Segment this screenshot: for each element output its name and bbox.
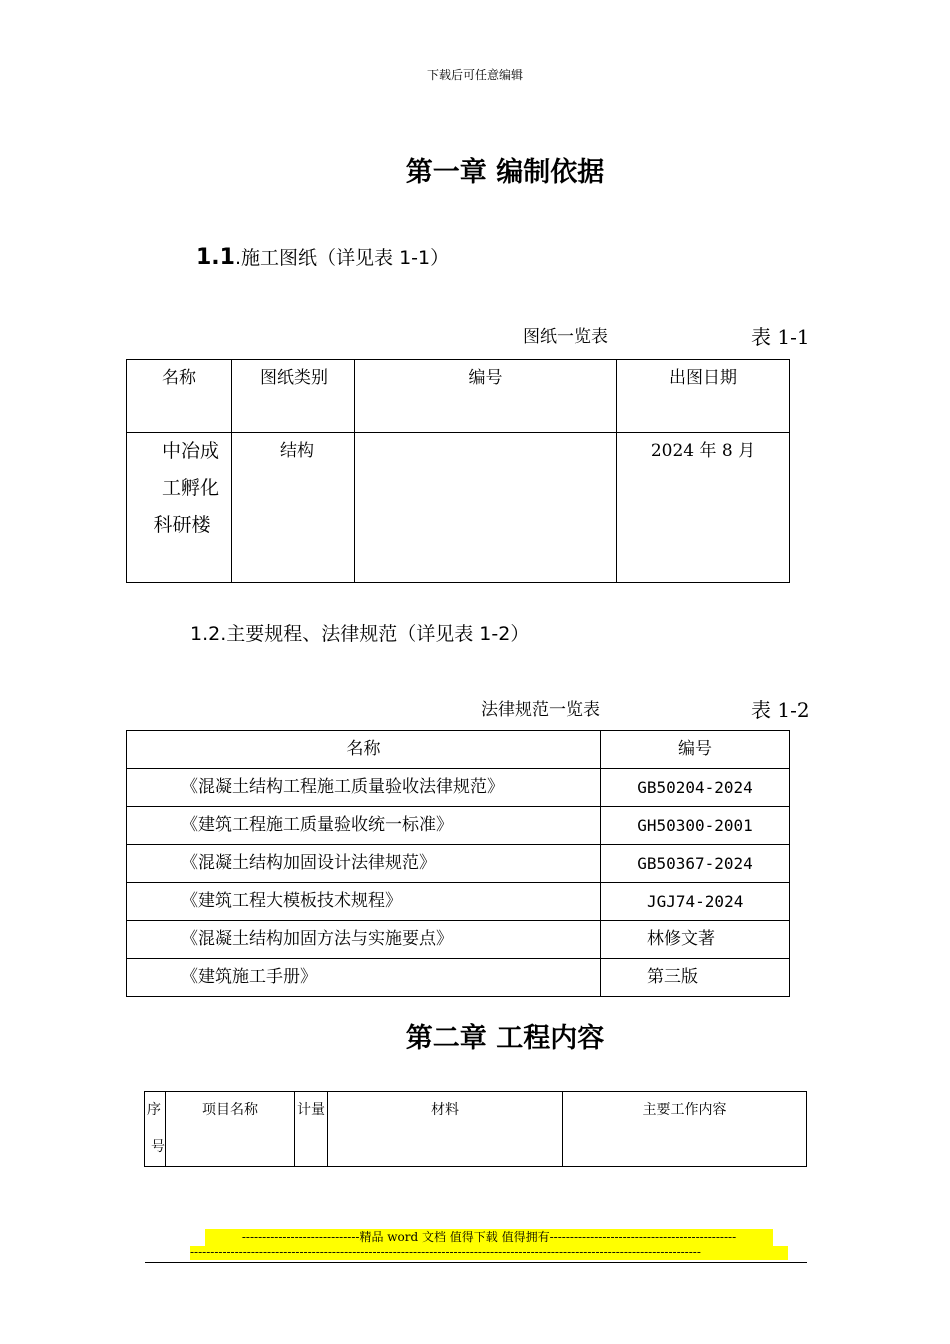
regulation-name: 《混凝土结构加固方法与实施要点》 bbox=[127, 921, 601, 959]
regulation-name: 《建筑施工手册》 bbox=[127, 959, 601, 997]
regulation-code: GB50204-2024 bbox=[601, 769, 790, 807]
table-1-number: 表 1-1 bbox=[751, 325, 810, 349]
footer-banner: -----------------------------精品 word 文档 值得下载 值得拥有---------------------------------------------- bbox=[205, 1229, 773, 1246]
table-header-row bbox=[145, 1092, 807, 1167]
table-row bbox=[127, 807, 790, 845]
section-1-1-number: 1.1 bbox=[196, 245, 235, 270]
table-1-caption: 图纸一览表 bbox=[523, 327, 608, 347]
table-row bbox=[127, 769, 790, 807]
cell-drawing-number bbox=[355, 433, 617, 583]
header-cell: 出图日期 bbox=[617, 360, 790, 433]
chapter-2-title: 第二章 工程内容 bbox=[405, 1023, 605, 1054]
footer-dashes: ------------------------------------------------------------------------------------------------------------------------------ bbox=[190, 1246, 788, 1260]
table-row bbox=[127, 433, 790, 583]
table-header-row bbox=[127, 731, 790, 769]
header-cell: 编号 bbox=[355, 360, 617, 433]
regulation-code: GB50367-2024 bbox=[601, 845, 790, 883]
regulation-name: 《建筑工程施工质量验收统一标准》 bbox=[127, 807, 601, 845]
table-2-number: 表 1-2 bbox=[751, 698, 810, 722]
table-header-row bbox=[127, 360, 790, 433]
header-note: 下载后可任意编辑 bbox=[426, 68, 523, 82]
table-2-caption: 法律规范一览表 bbox=[481, 700, 600, 720]
work-content-table bbox=[144, 1091, 807, 1167]
header-cell: 材料 bbox=[328, 1092, 563, 1167]
chapter-1-title: 第一章 编制依据 bbox=[405, 157, 605, 188]
cell-date: 2024 年 8 月 bbox=[617, 433, 790, 583]
table-row bbox=[127, 921, 790, 959]
header-cell: 图纸类别 bbox=[232, 360, 355, 433]
table-row bbox=[127, 959, 790, 997]
table-row bbox=[127, 845, 790, 883]
table-row bbox=[127, 883, 790, 921]
header-cell: 名称 bbox=[127, 731, 601, 769]
drawings-table bbox=[126, 359, 790, 583]
section-1-1-heading bbox=[196, 243, 449, 270]
regulation-code: 第三版 bbox=[601, 959, 790, 997]
header-cell-seq: 序号 bbox=[145, 1092, 166, 1167]
cell-project-name: 中冶成工孵化科研楼 bbox=[127, 433, 232, 583]
footer-rule bbox=[145, 1262, 807, 1263]
header-cell: 编号 bbox=[601, 731, 790, 769]
regulation-code: 林修文著 bbox=[601, 921, 790, 959]
regulation-name: 《建筑工程大模板技术规程》 bbox=[127, 883, 601, 921]
cell-category: 结构 bbox=[232, 433, 355, 583]
header-cell: 主要工作内容 bbox=[563, 1092, 807, 1167]
header-cell-qty: 计量 bbox=[295, 1092, 328, 1167]
regulation-code: JGJ74-2024 bbox=[601, 883, 790, 921]
header-cell: 名称 bbox=[127, 360, 232, 433]
regulation-name: 《混凝土结构加固设计法律规范》 bbox=[127, 845, 601, 883]
regulation-code: GH50300-2001 bbox=[601, 807, 790, 845]
section-1-2-heading: 1.2.主要规程、法律规范（详见表 1-2） bbox=[190, 623, 530, 645]
regulation-name: 《混凝土结构工程施工质量验收法律规范》 bbox=[127, 769, 601, 807]
header-cell: 项目名称 bbox=[166, 1092, 295, 1167]
regulations-table bbox=[126, 730, 790, 997]
section-1-1-text: .施工图纸（详见表 1-1） bbox=[234, 247, 450, 269]
